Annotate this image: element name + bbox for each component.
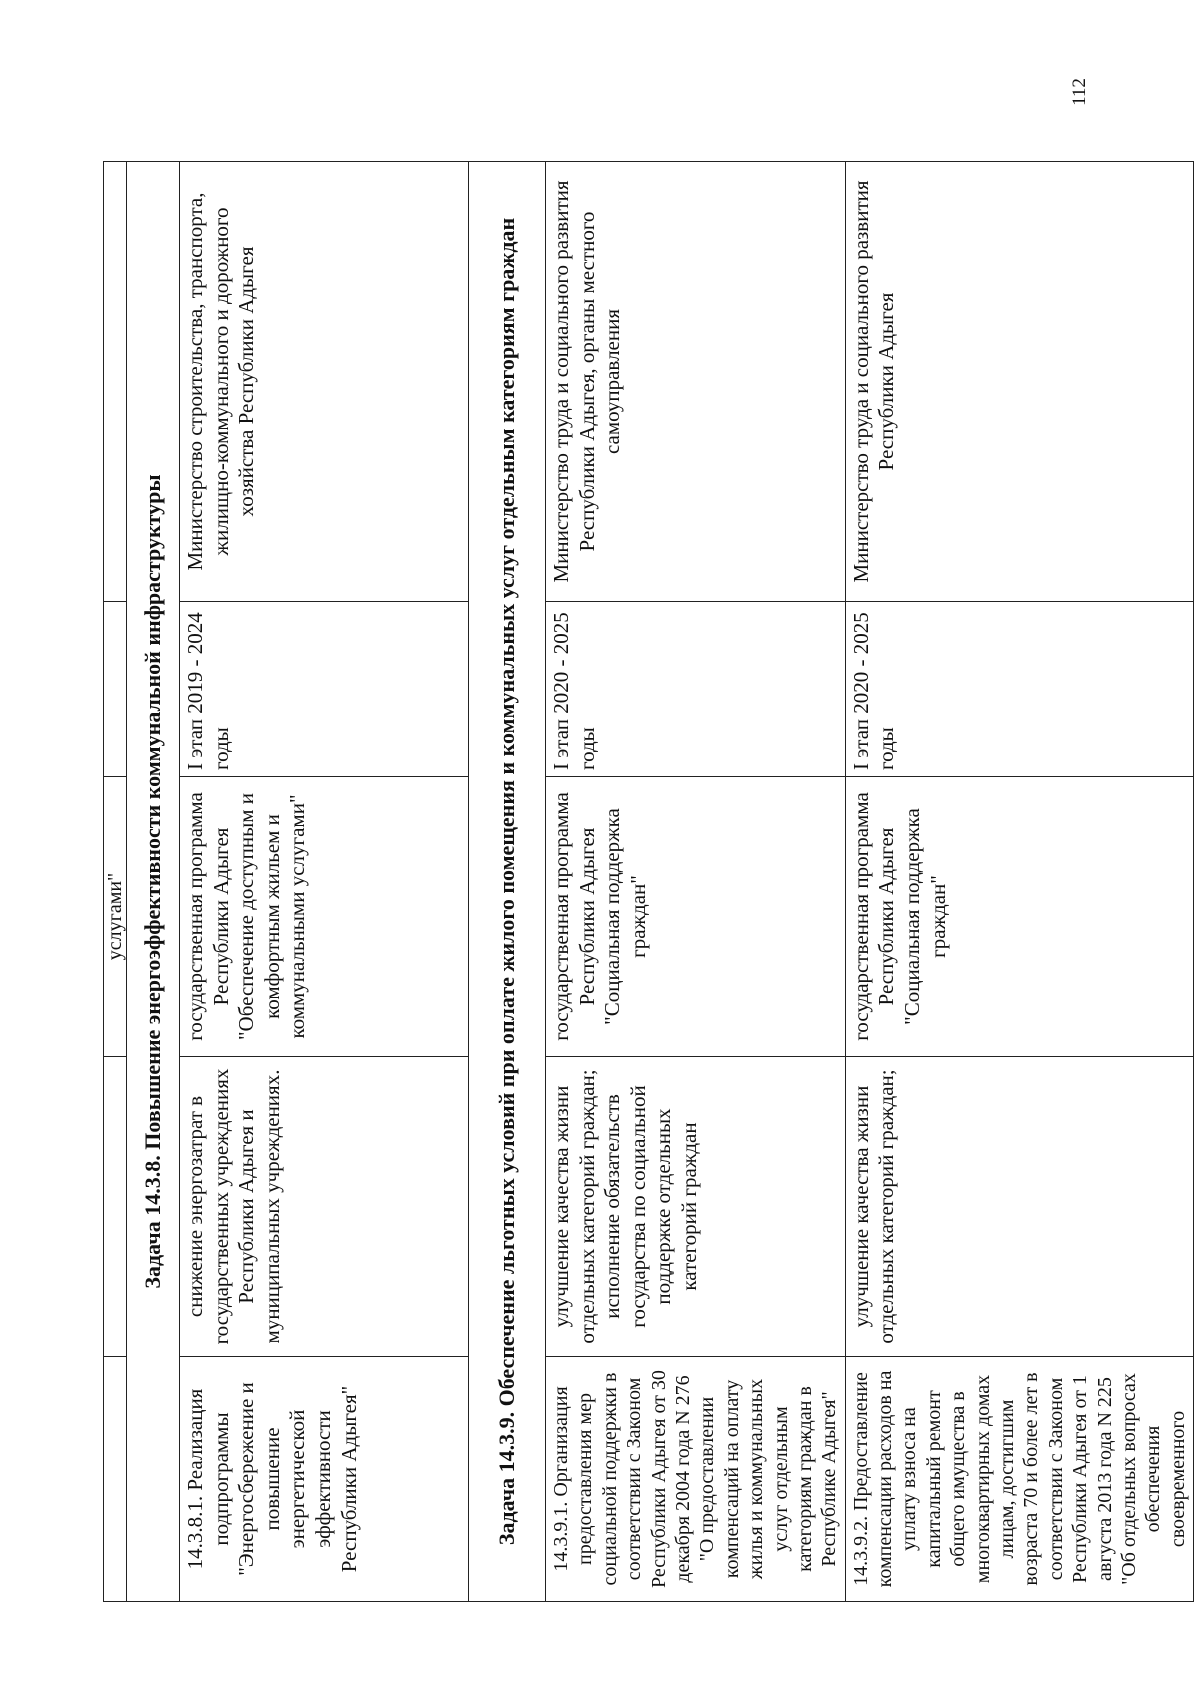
cont-cell-period xyxy=(104,602,127,777)
rotated-table-container xyxy=(103,162,1189,1602)
program-cell: государственная программа Республики Адыгея "Социальная поддержка граждан" xyxy=(845,777,1193,1057)
measures-table xyxy=(103,161,1194,1602)
period-cell: I этап 2019 - 2024 годы xyxy=(180,602,469,777)
cont-cell-result xyxy=(104,1057,127,1357)
result-cell: снижение энергозатрат в государственных учреждениях Республики Адыгея и муниципальных учреждениях. xyxy=(180,1057,469,1357)
cont-cell-measure xyxy=(104,1357,127,1602)
period-cell: I этап 2020 - 2025 годы xyxy=(546,602,846,777)
task-title: Задача 14.3.9. Обеспечение льготных условий при оплате жилого помещения и коммунальных услуг отдельным категориям граждан xyxy=(469,162,546,1602)
page-number: 112 xyxy=(1068,78,1090,106)
executor-cell: Министерство строительства, транспорта, жилищно-коммунального и дорожного хозяйства Республики Адыгея xyxy=(180,162,469,602)
table-row xyxy=(845,162,1193,1602)
table-row xyxy=(180,162,469,1602)
measure-cell: 14.3.9.1. Организация предоставления мер социальной поддержки в соответствии с Законом Республики Адыгея от 30 декабря 2004 года N 276 "О предоставлении компенсаций на оплату жилья и коммунальных услуг отдельным категориям граждан в Республике Адыгея" xyxy=(546,1357,846,1602)
program-cell: государственная программа Республики Адыгея "Социальная поддержка граждан" xyxy=(546,777,846,1057)
executor-cell: Министерство труда и социального развития Республики Адыгея, органы местного самоуправления xyxy=(546,162,846,602)
measure-cell: 14.3.9.2. Предоставление компенсации расходов на уплату взноса на капитальный ремонт общего имущества в многоквартирных домах лицам, достигшим возраста 70 и более лет в соответствии с Законом Республики Адыгея от 1 августа 2013 года N 225 "Об отдельных вопросах обеспечения своевременного xyxy=(845,1357,1193,1602)
cont-cell-program: услугами" xyxy=(104,777,127,1057)
result-cell: улучшение качества жизни отдельных категорий граждан; xyxy=(845,1057,1193,1357)
result-cell: улучшение качества жизни отдельных категорий граждан; исполнение обязательств государства по социальной поддержке отдельных категорий граждан xyxy=(546,1057,846,1357)
cont-cell-executor xyxy=(104,162,127,602)
table-row xyxy=(546,162,846,1602)
task-header-row xyxy=(127,162,180,1602)
measure-cell: 14.3.8.1. Реализация подпрограммы "Энергосбережение и повышение энергетической эффективности Республики Адыгея" xyxy=(180,1357,469,1602)
task-title: Задача 14.3.8. Повышение энергоэффективности коммунальной инфраструктуры xyxy=(127,162,180,1602)
executor-cell: Министерство труда и социального развития Республики Адыгея xyxy=(845,162,1193,602)
period-cell: I этап 2020 - 2025 годы xyxy=(845,602,1193,777)
task-header-row xyxy=(469,162,546,1602)
continuation-row xyxy=(104,162,127,1602)
program-cell: государственная программа Республики Адыгея "Обеспечение доступным и комфортным жильем и коммунальными услугами" xyxy=(180,777,469,1057)
